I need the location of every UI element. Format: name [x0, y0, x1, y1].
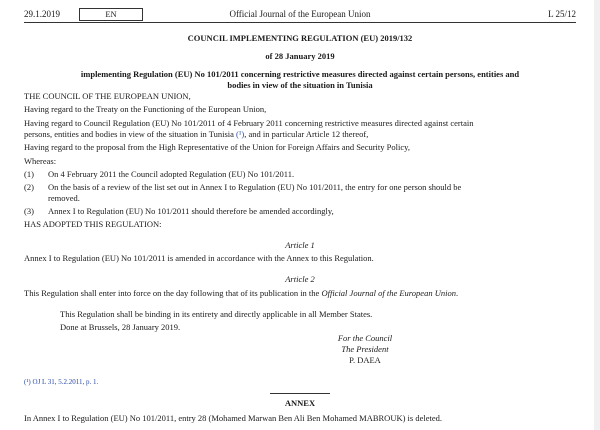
recital-text-line1: On the basis of a review of the list set out in Annex I to Regulation (EU) No 101/2011, the entry for one person should be — [48, 182, 462, 192]
signature-role: The President — [341, 344, 389, 354]
regulation-subject-line1: implementing Regulation (EU) No 101/2011 concerning restrictive measures directed against certain persons, entities and — [80, 69, 520, 79]
journal-name: Official Journal of the European Union — [229, 9, 371, 19]
annex-title: ANNEX — [284, 398, 316, 408]
regulation-date: of 28 January 2019 — [265, 51, 335, 61]
recital-text: Annex I to Regulation (EU) No 101/2011 should therefore be amended accordingly, — [48, 206, 334, 216]
article-1-title: Article 1 — [285, 240, 315, 250]
language-box: EN — [79, 8, 143, 21]
annex-text: In Annex I to Regulation (EU) No 101/2011, entry 28 (Mohamed Marwan Ben Ali Ben Mohamed MABROUK) is deleted. — [24, 413, 443, 423]
whereas-heading: Whereas: — [24, 156, 57, 166]
vertical-scrollbar[interactable] — [594, 0, 600, 430]
article-2-text-start: This Regulation shall enter into force on the day following that of its publication in the — [24, 288, 322, 298]
council-heading: THE COUNCIL OF THE EUROPEAN UNION, — [24, 91, 191, 101]
header-page-number: L 25/12 — [548, 9, 576, 19]
recital-number: (1) — [24, 169, 34, 179]
recital-number: (3) — [24, 206, 34, 216]
header-rule — [24, 22, 576, 23]
article-1-text: Annex I to Regulation (EU) No 101/2011 is amended in accordance with the Annex to this Regulation. — [24, 253, 374, 263]
journal-header — [24, 8, 576, 22]
footnote[interactable]: (¹) OJ L 31, 5.2.2011, p. 1. — [24, 378, 99, 386]
citation-text: persons, entities and bodies in view of the situation in Tunisia — [24, 129, 237, 139]
signature-name: P. DAEA — [349, 355, 381, 365]
citation-regulation-line2 — [24, 129, 576, 140]
header-date: 29.1.2019 — [24, 9, 60, 19]
regulation-title: COUNCIL IMPLEMENTING REGULATION (EU) 2019/132 — [187, 33, 413, 43]
citation-treaty: Having regard to the Treaty on the Functioning of the European Union, — [24, 104, 267, 114]
regulation-subject-line2: bodies in view of the situation in Tunisia — [227, 80, 373, 90]
done-at: Done at Brussels, 28 January 2019. — [60, 322, 181, 332]
signature-block — [300, 333, 430, 366]
adoption-heading: HAS ADOPTED THIS REGULATION: — [24, 219, 162, 229]
article-2-text-end: . — [455, 288, 459, 298]
citation-regulation-line1: Having regard to Council Regulation (EU) No 101/2011 of 4 February 2011 concerning restrictive measures directed against certain — [24, 118, 474, 128]
citation-proposal: Having regard to the proposal from the High Representative of the Union for Foreign Affairs and Security Policy, — [24, 142, 410, 152]
citation-text-end: , and in particular Article 12 thereof, — [244, 129, 369, 139]
recital-number: (2) — [24, 182, 34, 192]
binding-clause: This Regulation shall be binding in its entirety and directly applicable in all Member States. — [60, 309, 373, 319]
article-2-text — [24, 288, 576, 299]
recital-text: On 4 February 2011 the Council adopted Regulation (EU) No 101/2011. — [48, 169, 295, 179]
annex-rule — [270, 393, 330, 394]
journal-name-italic: Official Journal of the European Union — [321, 288, 456, 298]
footnote-link[interactable]: (¹) — [236, 129, 245, 139]
article-2-title: Article 2 — [285, 274, 315, 284]
signature-council: For the Council — [337, 333, 393, 343]
recital-text-line2: removed. — [48, 193, 80, 203]
